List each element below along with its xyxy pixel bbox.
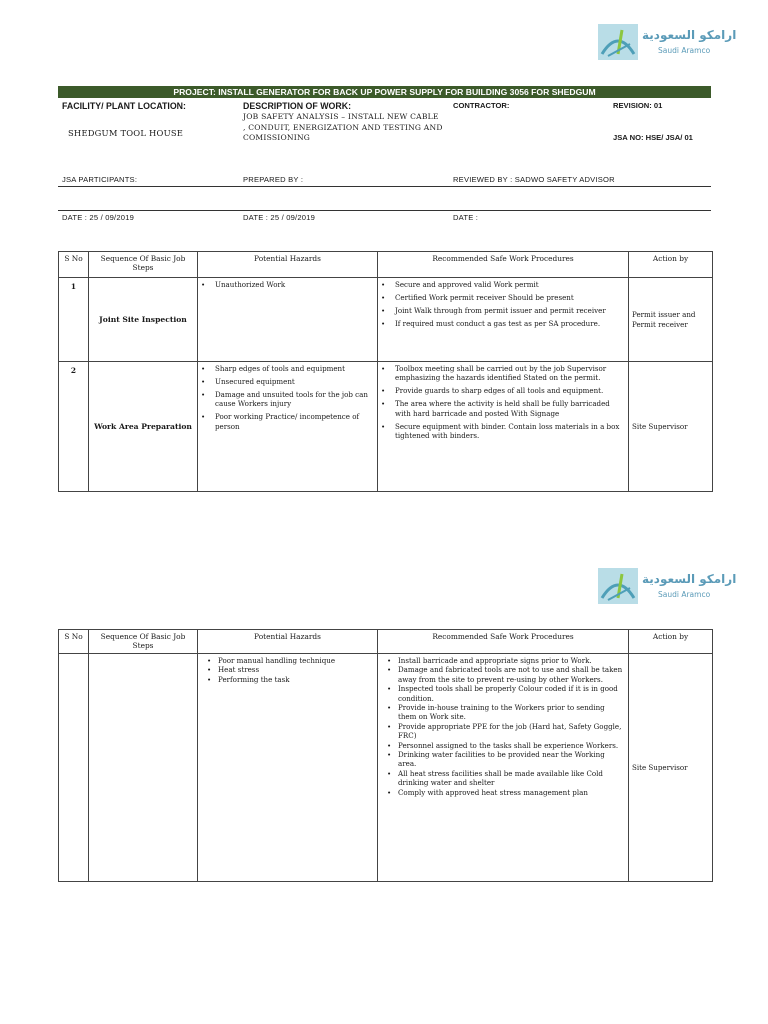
description-value: JOB SAFETY ANALYSIS – INSTALL NEW CABLE , CONDUIT, ENERGIZATION AND TESTING AND COMISSIONING — [243, 112, 443, 142]
row-hazards — [198, 278, 378, 362]
logo-latin-text: Saudi Aramco — [658, 590, 711, 599]
procedure-item: • If required must conduct a gas test as per SA procedure. — [381, 319, 625, 328]
aramco-emblem-icon — [598, 24, 638, 60]
procedure-item: • Secure equipment with binder. Contain loss materials in a box tightened with binders. — [381, 422, 625, 441]
table-row — [59, 362, 713, 492]
jsa-number: JSA NO: HSE/ JSA/ 01 — [613, 133, 693, 142]
hazard-item: • Damage and unsuited tools for the job can cause Workers injury — [201, 390, 374, 409]
procedure-item: • Install barricade and appropriate signs prior to Work. — [381, 656, 625, 665]
aramco-emblem-icon — [598, 568, 638, 604]
procedure-item: • Personnel assigned to the tasks shall be experience Workers. — [381, 741, 625, 750]
procedure-item: • Toolbox meeting shall be carried out by the job Supervisor emphasizing the hazards identified Stated on the permit. — [381, 364, 625, 383]
revision-label: REVISION: 01 — [613, 101, 663, 110]
prepared-by-label: PREPARED BY : — [243, 175, 304, 184]
col-header-sno: S No — [59, 630, 89, 654]
hazard-item: • Poor working Practice/ incompetence of person — [201, 412, 374, 431]
row-sno: 2 — [59, 362, 89, 492]
jsa-table-2 — [58, 629, 713, 882]
row-procedures — [378, 278, 629, 362]
col-header-sno: S No — [59, 252, 89, 278]
row-hazards — [198, 362, 378, 492]
row-step — [89, 654, 198, 882]
procedure-item: • Damage and fabricated tools are not to use and shall be taken away from the site to prevent re-using by other Workers. — [381, 665, 625, 684]
table-header-row — [59, 630, 713, 654]
participants-label: JSA PARTICIPANTS: — [62, 175, 138, 184]
row-action: Site Supervisor — [629, 362, 713, 492]
row-step: Joint Site Inspection — [89, 278, 198, 362]
col-header-procedures: Recommended Safe Work Procedures — [378, 252, 629, 278]
saudi-aramco-logo — [598, 566, 737, 606]
hazard-item: • Unsecured equipment — [201, 377, 374, 386]
col-header-action: Action by — [629, 252, 713, 278]
divider — [58, 186, 711, 187]
date-prepared: DATE : 25 / 09/2019 — [243, 213, 316, 222]
col-header-action: Action by — [629, 630, 713, 654]
procedure-item: • Provide in-house training to the Workers prior to sending them on Work site. — [381, 703, 625, 722]
reviewed-by-label: REVIEWED BY : SADWO SAFETY ADVISOR — [453, 175, 615, 184]
procedure-item: • All heat stress facilities shall be made available like Cold drinking water and shelter — [381, 769, 625, 788]
hazard-item: • Poor manual handling technique — [201, 656, 374, 665]
row-procedures — [378, 654, 629, 882]
row-action: Site Supervisor — [629, 654, 713, 882]
col-header-hazards: Potential Hazards — [198, 630, 378, 654]
procedure-item: • Provide appropriate PPE for the job (Hard hat, Safety Goggle, FRC) — [381, 722, 625, 741]
description-label: DESCRIPTION OF WORK: — [243, 101, 352, 111]
table-row — [59, 654, 713, 882]
col-header-hazards: Potential Hazards — [198, 252, 378, 278]
hazard-item: • Unauthorized Work — [201, 280, 374, 289]
procedure-item: • The area where the activity is held shall be fully barricaded with hard barricade and posted With Signage — [381, 399, 625, 418]
col-header-steps: Sequence Of Basic Job Steps — [89, 252, 198, 278]
hazard-item: • Sharp edges of tools and equipment — [201, 364, 374, 373]
row-sno — [59, 654, 89, 882]
col-header-steps: Sequence Of Basic Job Steps — [89, 630, 198, 654]
hazard-item: • Performing the task — [201, 675, 374, 684]
row-hazards — [198, 654, 378, 882]
date-reviewed: DATE : — [453, 213, 479, 222]
procedure-item: • Drinking water facilities to be provided near the Working area. — [381, 750, 625, 769]
row-sno: 1 — [59, 278, 89, 362]
procedure-item: • Secure and approved valid Work permit — [381, 280, 625, 289]
procedure-item: • Inspected tools shall be properly Colour coded if it is in good condition. — [381, 684, 625, 703]
facility-value: SHEDGUM TOOL HOUSE — [68, 128, 184, 138]
row-procedures — [378, 362, 629, 492]
logo-latin-text: Saudi Aramco — [658, 46, 711, 55]
date-participants: DATE : 25 / 09/2019 — [62, 213, 135, 222]
row-step: Work Area Preparation — [89, 362, 198, 492]
table-row — [59, 278, 713, 362]
saudi-aramco-logo — [598, 22, 737, 62]
procedure-item: • Provide guards to sharp edges of all tools and equipment. — [381, 386, 625, 395]
procedure-item: • Comply with approved heat stress management plan — [381, 788, 625, 797]
procedure-item: • Certified Work permit receiver Should be present — [381, 293, 625, 302]
col-header-procedures: Recommended Safe Work Procedures — [378, 630, 629, 654]
contractor-label: CONTRACTOR: — [453, 101, 510, 110]
logo-arabic-text: ارامكو السعودية — [642, 572, 737, 586]
table-header-row — [59, 252, 713, 278]
logo-arabic-text: ارامكو السعودية — [642, 28, 737, 42]
divider — [58, 210, 711, 211]
project-banner: PROJECT: INSTALL GENERATOR FOR BACK UP POWER SUPPLY FOR BUILDING 3056 FOR SHEDGUM — [58, 86, 711, 98]
hazard-item: • Heat stress — [201, 665, 374, 674]
jsa-table-1 — [58, 251, 713, 492]
procedure-item: • Joint Walk through from permit issuer and permit receiver — [381, 306, 625, 315]
facility-label: FACILITY/ PLANT LOCATION: — [62, 101, 186, 111]
row-action: Permit issuer and Permit receiver — [629, 278, 713, 362]
